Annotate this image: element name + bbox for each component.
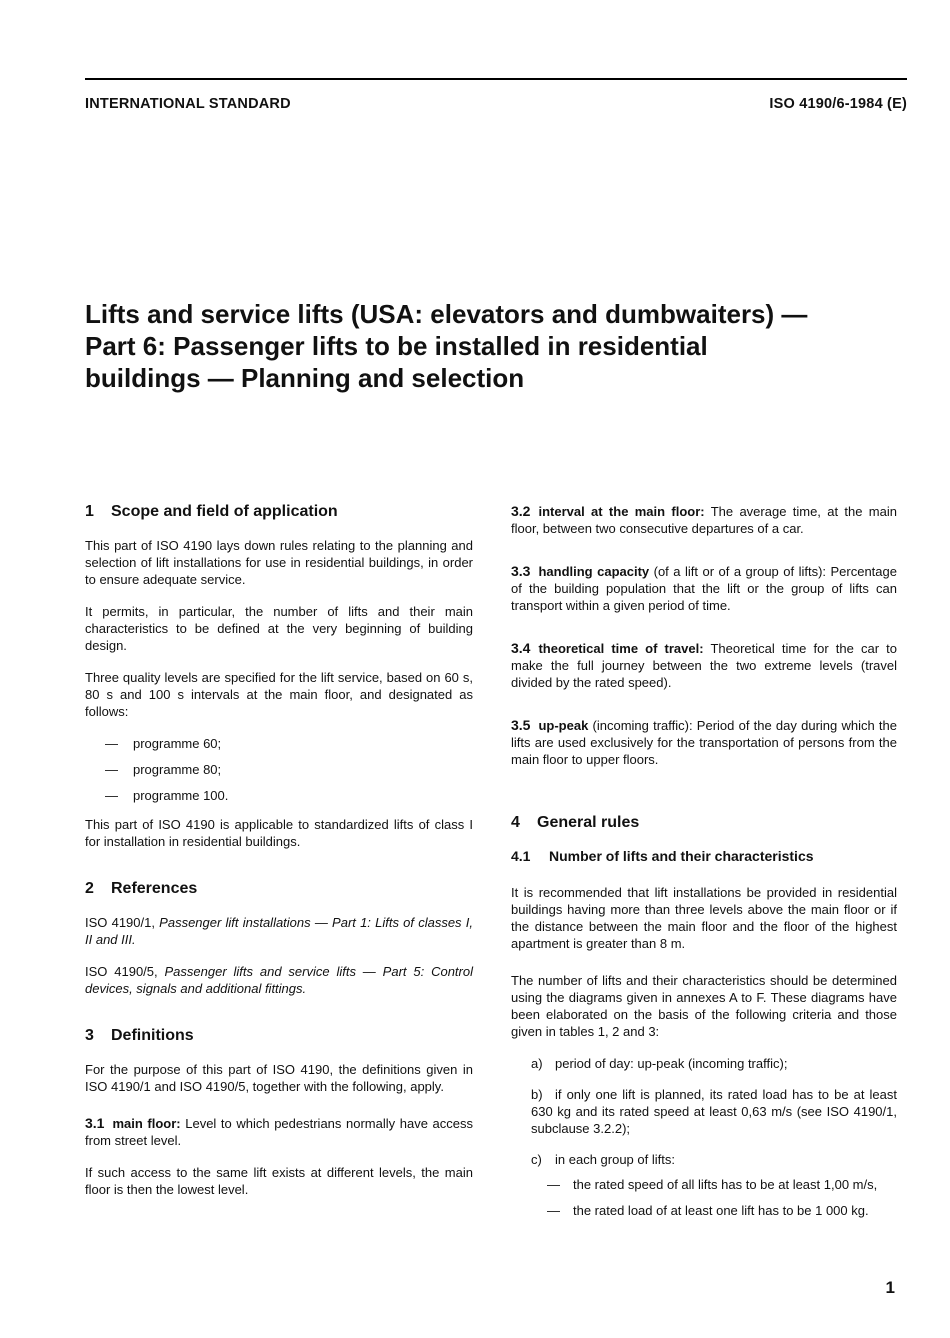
section-2-heading: 2 References (85, 880, 198, 897)
header-rule (85, 78, 907, 80)
paragraph: For the purpose of this part of ISO 4190, the definitions given in ISO 4190/1 and ISO 4190/5, together with the following, apply. (85, 1062, 473, 1094)
reference-1: ISO 4190/1, Passenger lift installations — Part 1: Lifts of classes I, II and III. (85, 915, 473, 947)
definition-3-3: 3.3 handling capacity (of a lift or of a group of lifts): Percentage of the building population that the lift or the group of lifts can transport within a given period of time. (511, 563, 897, 613)
list-item: — programme 80; (105, 762, 222, 777)
definition-3-4: 3.4 theoretical time of travel: Theoretical time for the car to make the full journey between the two extreme levels (travel divided by the rated speed). (511, 640, 897, 690)
list-item: — the rated load of at least one lift has to be 1 000 kg. (547, 1203, 869, 1218)
section-number: 1 (85, 503, 94, 520)
definition-3-5: 3.5 up-peak (incoming traffic): Period of the day during which the lifts are used exclusively for the transportation of persons from the main floor to upper floors. (511, 717, 897, 767)
criterion-a: a) period of day: up-peak (incoming traffic); (531, 1056, 788, 1071)
title-line-1: Lifts and service lifts (USA: elevators and dumbwaiters) — (85, 299, 808, 329)
list-item: — the rated speed of all lifts has to be at least 1,00 m/s, (547, 1177, 878, 1192)
section-1-heading (85, 503, 473, 521)
group-requirements-list (511, 1176, 897, 1219)
paragraph: This part of ISO 4190 is applicable to standardized lifts of class I for installation in residential buildings. (85, 817, 473, 849)
paragraph: If such access to the same lift exists at different levels, the main floor is then the lowest level. (85, 1165, 473, 1197)
page-number: 1 (885, 1278, 895, 1297)
paragraph: It is recommended that lift installations be provided in residential buildings having more than three levels above the main floor or if the distance between the main floor and the floor of the highest apartment is greater than 8 m. (511, 885, 897, 951)
reference-2: ISO 4190/5, Passenger lifts and service lifts — Part 5: Control devices, signals and additional fittings. (85, 964, 473, 996)
right-column (511, 503, 897, 1231)
left-column (85, 503, 473, 1213)
paragraph: It permits, in particular, the number of lifts and their main characteristics to be defined at the very beginning of building design. (85, 604, 473, 653)
list-item: — programme 60; (105, 736, 222, 751)
definition-3-2: 3.2 interval at the main floor: The average time, at the main floor, between two consecutive departures of a car. (511, 503, 897, 536)
list-item: — programme 100. (105, 788, 229, 803)
section-4-heading: 4 General rules (511, 814, 640, 831)
criterion-b: b) if only one lift is planned, its rated load has to be at least 630 kg and its rated speed at least 0,63 m/s (see ISO 4190/1, subclause 3.2.2); (531, 1087, 897, 1136)
paragraph: Three quality levels are specified for the lift service, based on 60 s, 80 s and 100 s intervals at the main floor, and designated as follows: (85, 670, 473, 719)
title-line-3: buildings — Planning and selection (85, 363, 525, 393)
subsection-4-1-heading: 4.1 Number of lifts and their characteristics (511, 848, 814, 864)
section-title: Scope and field of application (111, 503, 338, 520)
paragraph: The number of lifts and their characteristics should be determined using the diagrams given in annexes A to F. These diagrams have been elaborated on the basis of the following criteria and those given in tables 1, 2 and 3: (511, 973, 897, 1039)
section-3-heading: 3 Definitions (85, 1027, 194, 1044)
paragraph: This part of ISO 4190 lays down rules relating to the planning and selection of lift installations for use in residential buildings, in order to ensure adequate service. (85, 538, 473, 587)
definition-3-1: 3.1 main floor: Level to which pedestrians normally have access from street level. (85, 1115, 473, 1148)
title-line-2: Part 6: Passenger lifts to be installed in residential (85, 331, 708, 361)
header-document-code: ISO 4190/6-1984 (E) (769, 96, 907, 112)
programme-list (85, 735, 473, 804)
document-title (85, 298, 905, 394)
header-standard-label: INTERNATIONAL STANDARD (85, 96, 291, 112)
criterion-c: c) in each group of lifts: (531, 1152, 675, 1167)
